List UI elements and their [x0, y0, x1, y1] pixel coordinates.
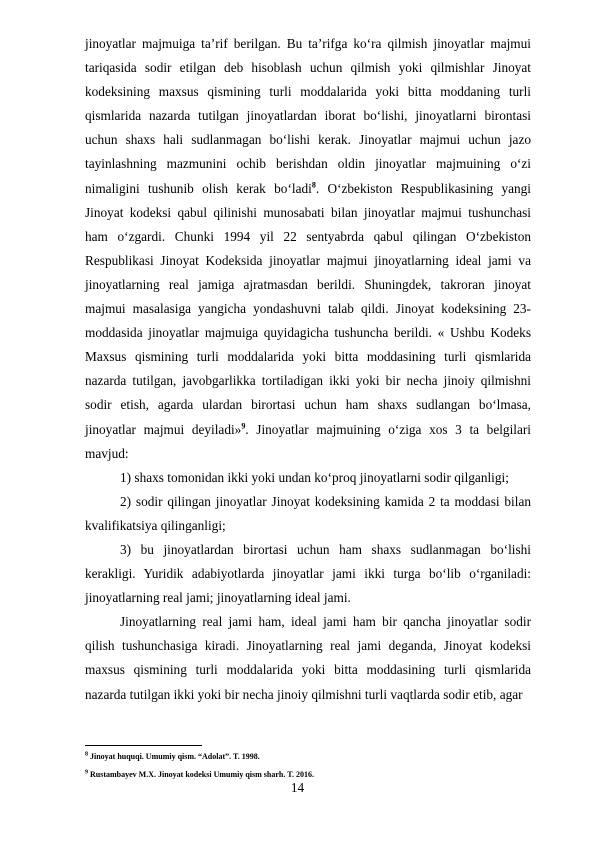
footnote-number: 8: [85, 751, 88, 758]
footnote: [85, 748, 531, 766]
footnote-number: 9: [85, 769, 88, 776]
paragraph-text: . O‘zbekiston Respublikasining yangi Jinoyat kodeksi qabul qilinishi munosabati bilan jinoyatlar majmui tushunchasi ham o‘zgardi. Chunki 1994 yil 22 sentyabrda qabul qilingan O‘zbekiston Respublikasi Jinoyat Kodeksida jinoyatlar majmui jinoyatlarning ideal jami va jinoyatlarning real jamiga ajratmasdan berildi. Shuningdek, takroran jinoyat majmui masalasiga yangicha yondashuvni talab qildi. Jinoyat kodeksining 23-moddasida jinoyatlar majmuiga quyidagicha tushuncha berildi. « Ushbu Kodeks Maxsus qismining turli moddalarida yoki bitta moddasining turli qismlarida nazarda tutilgan, javobgarlikka tortiladigan ikki yoki bir necha jinoiy qilmishni sodir etish, agarda ulardan birortasi uchun ham shaxs sudlangan bo‘lmasa, jinoyatlar majmui deyiladi»: [85, 180, 531, 437]
paragraph: Jinoyatlarning real jami ham, ideal jami ham bir qancha jinoyatlar sodir qilish tushunchasiga kiradi. Jinoyatlarning real jami deganda, Jinoyat kodeksi maxsus qismining turli moddalarida yoki bitta moddasining turli qismlarida nazarda tutilgan ikki yoki bir necha jinoiy qilmishni turli vaqtlarda sodir etib, agar: [85, 614, 531, 702]
page-number: 14: [290, 780, 305, 795]
footnote-ref: 9: [241, 421, 246, 431]
footnote-text: Rustambayev M.X. Jinoyat kodeksi Umumiy qism sharh. T. 2016.: [88, 770, 314, 779]
body-text: [85, 32, 531, 707]
paragraph: [85, 32, 531, 466]
footnote-ref: 8: [311, 180, 316, 190]
footnote-divider: [85, 745, 202, 746]
list-item: 1) shaxs tomonidan ikki yoki undan ko‘proq jinoyatlarni sodir qilganligi;: [120, 469, 509, 485]
footnotes: [85, 748, 531, 784]
paragraph-text: jinoyatlar majmuiga ta’rif berilgan. Bu ta’rifga ko‘ra qilmish jinoyatlar majmui tariqasida sodir etilgan deb hisoblash uchun qilmish yoki qilmishlar Jinoyat kodeksining maxsus qismining turli moddalarida yoki bitta moddaning turli qismlarida nazarda tutilgan jinoyatlardan iborat bo‘lishi, jinoyatlarni birontasi uchun shaxs hali sudlanmagan bo‘lishi kerak. Jinoyatlar majmui uchun jazo tayinlashning mazmunini ochib berishdan oldin jinoyatlar majmuining o‘zi nimaligini tushunib olish kerak bo‘ladi: [85, 36, 531, 196]
list-item: 3) bu jinoyatlardan birortasi uchun ham shaxs sudlanmagan bo‘lishi kerakligi. Yuridik adabiyotlarda jinoyatlar jami ikki turga bo‘lib o‘rganiladi: jinoyatlarning real jami; jinoyatlarning ideal jami.: [85, 541, 531, 606]
paragraph-text: . Jinoyatlar majmuining o‘ziga xos 3 ta belgilari mavjud:: [85, 421, 531, 461]
list-item: 2) sodir qilingan jinoyatlar Jinoyat kodeksining kamida 2 ta moddasi bilan kvalifikatsiya qilinganligi;: [85, 493, 531, 533]
footnote-text: Jinoyat huquqi. Umumiy qism. “Adolat”. T. 1998.: [88, 752, 260, 761]
